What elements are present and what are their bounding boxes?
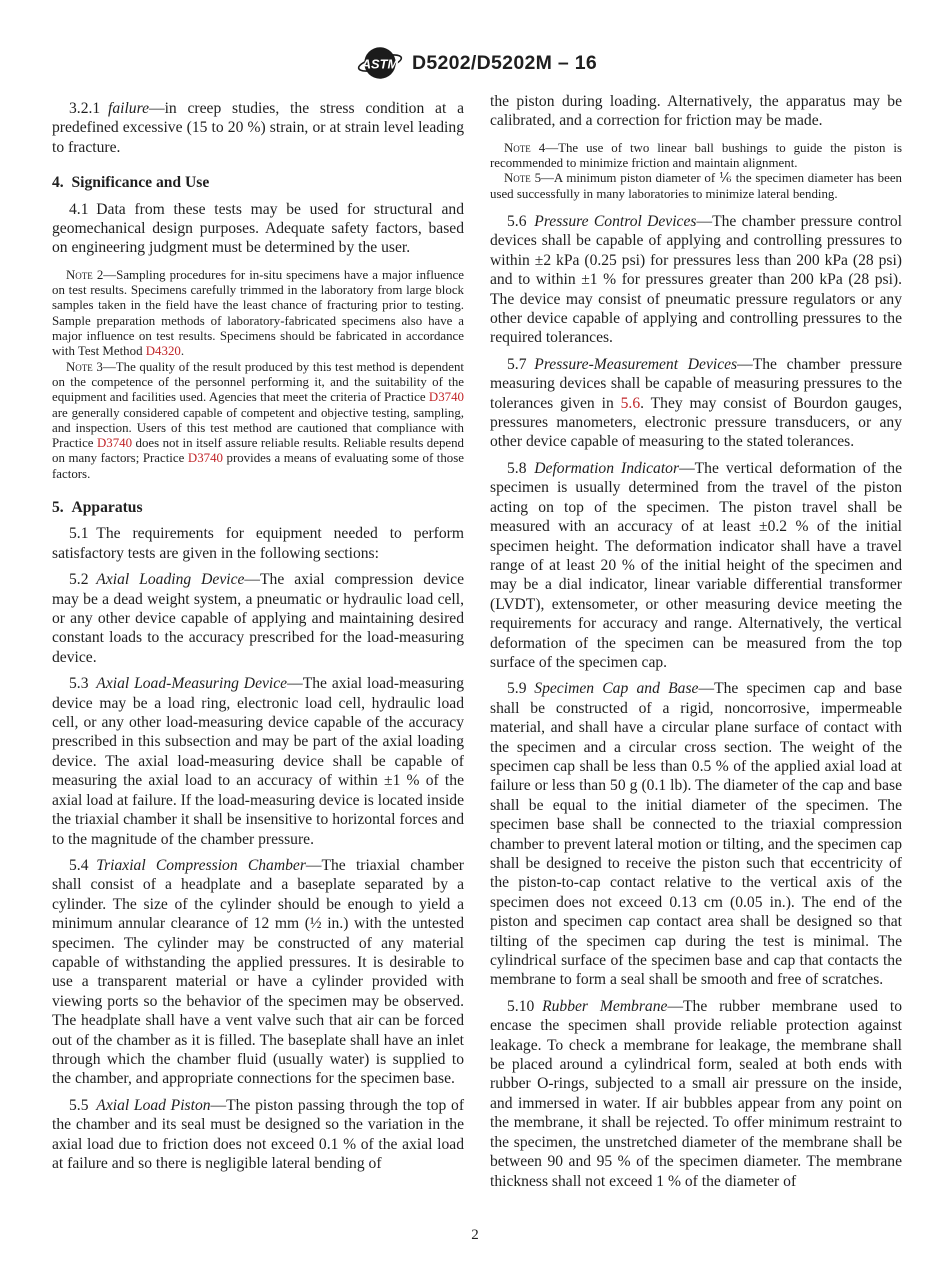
text-segment: 5.8 xyxy=(507,459,535,477)
text-segment: —The chamber pressure measuring devices shall be capable of measuring pressures to the tolerances given in xyxy=(490,355,903,412)
reference-link[interactable]: 5.6 xyxy=(620,394,641,412)
reference-link[interactable]: D3740 xyxy=(96,436,133,451)
text-segment: 5.7 xyxy=(507,355,535,373)
paragraph-5-10 xyxy=(490,997,902,1191)
note-3 xyxy=(52,360,464,482)
section-heading-5 xyxy=(52,498,464,517)
text-segment: —The rubber membrane used to encase the specimen shall provide reliable protection against leakage. To check a membrane for leakage, the membrane shall be placed around a cylindrical form, sealed at both ends with rubber O-rings, subjected to a small air pressure on the inside, and immersed in water. If air bubbles appear from any point on the membrane, it shall be rejected. To offer minimum restraint to the specimen, the unstretched diameter of the membrane shall be between 90 and 95 % of the specimen diameter. The membrane thickness shall not exceed 1 % of the diameter of xyxy=(490,997,903,1190)
document-footer xyxy=(0,1227,950,1244)
text-segment: . xyxy=(180,344,185,359)
text-segment: Deformation Indicator xyxy=(534,459,680,477)
text-segment: —The axial load-measuring device may be a load ring, electronic load cell, hydraulic load cell, or any other load-measuring device capable of the accuracy prescribed in this subsection and may be part of the axial loading device. The axial load-measuring device shall be capable of measuring the axial load to an accuracy of within ±1 % of the axial load at failure. If the load-measuring device is located inside the triaxial chamber it shall be insensitive to horizontal forces and to the magnitude of the chamber pressure. xyxy=(52,675,465,848)
text-segment: 5.2 xyxy=(69,571,97,589)
text-segment: 2—Sampling procedures for in-situ specimens have a major influence on test results. Specimens carefully trimmed in the laboratory from large block samples taken in the field have the least chance of fracturing prior to testing. Sample preparation methods of laboratory-fabricated specimens also have a major influence on test results. Specimens should be fabricated in accordance with Test Method xyxy=(52,267,464,359)
text-segment: Note xyxy=(504,171,531,186)
text-segment: failure xyxy=(107,100,149,117)
text-segment: Triaxial Compression Chamber xyxy=(96,856,306,874)
text-segment: 5. Apparatus xyxy=(52,499,143,516)
text-segment: are generally considered capable of competent and objective testing, sampling, and inspection. Users of this test method are cautioned that compliance with Practice xyxy=(52,405,464,451)
paragraph-5-7 xyxy=(490,355,902,452)
reference-link[interactable]: D4320 xyxy=(145,344,181,359)
text-segment: 3—The quality of the result produced by this test method is dependent on the competence of the personnel performing it, and the suitability of the equipment and facilities used. Agencies that meet the criteria of Practice xyxy=(52,359,464,405)
text-segment: 4—The use of two linear ball bushings to guide the piston is recommended to minimize friction and maintain alignment. xyxy=(490,140,902,171)
paragraph-5-2 xyxy=(52,570,464,667)
text-segment: 3.2.1 xyxy=(69,100,108,117)
text-segment: —The piston passing through the top of the chamber and its seal must be designed so the variation in the axial load due to friction does not exceed 0.1 % of the axial load at failure and so there is negligible lateral bending of xyxy=(52,1096,465,1172)
paragraph-5-4 xyxy=(52,856,464,1089)
text-segment: 5—A minimum piston diameter of ⅙ the specimen diameter has been used successfully in many laboratories to minimize lateral bending. xyxy=(490,171,902,201)
text-segment: Rubber Membrane xyxy=(542,997,668,1015)
text-segment: 5.5 xyxy=(69,1096,97,1114)
text-segment: 5.6 xyxy=(507,213,535,230)
text-segment: Note xyxy=(66,267,93,282)
text-segment: 5.4 xyxy=(69,856,97,874)
paragraph-5-1 xyxy=(52,524,464,563)
paragraph-5-3 xyxy=(52,674,464,849)
paragraph-3-2-1 xyxy=(52,99,464,157)
left-column xyxy=(52,92,464,1191)
text-segment: 4.1 Data from these tests may be used for structural and geomechanical design purposes. Adequate safety factors, based on engineering judgment must be determined by the user. xyxy=(52,200,464,257)
reference-link[interactable]: D3740 xyxy=(428,390,464,405)
text-segment: —The axial compression device may be a dead weight system, a pneumatic or hydraulic load cell, or any other device capable of applying and maintaining desired constant loads to the accuracy prescribed for the load-measuring device. xyxy=(52,571,464,666)
text-segment: Pressure-Measurement Devices xyxy=(534,355,738,373)
text-segment: 5.10 xyxy=(507,997,543,1015)
text-segment: —in creep studies, the stress condition at a predefined excessive (15 to 20 %) strain, or at strain level leading to fracture. xyxy=(52,100,464,156)
text-segment: —The triaxial chamber shall consist of a headplate and a baseplate separated by a cylinder. The size of the cylinder should be enough to yield a minimum annular clearance of 12 mm (½ in.) with the untested specimen. The cylinder may be constructed of any material capable of withstanding the applied pressures. It is desirable to use a transparent material or have a cylinder provided with viewing ports so the behavior of the specimen may be observed. The headplate shall have a vent valve such that air can be forced out of the chamber as it is filled. The baseplate shall have an inlet through which the chamber fluid (usually water) is supplied to the chamber, and appropriate connections for the specimen base. xyxy=(52,856,464,1088)
document-header xyxy=(52,40,902,86)
text-segment: Note xyxy=(504,140,531,155)
text-segment: —The chamber pressure control devices shall be capable of applying and controlling pressures to within ±2 kPa (0.25 psi) for pressures less than 200 kPa (28 psi) and to within ±1 % for pressures greater than 200 kPa (28 psi). The device may consist of pneumatic pressure regulators or any other device capable of applying and controlling pressures to the required tolerances. xyxy=(490,213,902,347)
paragraph-5-9 xyxy=(490,679,902,990)
right-column xyxy=(490,92,902,1191)
text-segment: —The vertical deformation of the specimen is usually determined from the travel of the piston acting on top of the specimen. The piston travel shall be measured with an accuracy of at least ±0.2 % of the initial specimen height. The deformation indicator shall have a travel range of at least 20 % of the initial height of the specimen and may be a dial indicator, linear variable differential transformer (LVDT), extensometer, or other measuring device meeting the requirements for accuracy and range. Alternatively, the vertical deformation of the specimen can be measured from the top surface of the specimen cap. xyxy=(490,459,902,671)
reference-link[interactable]: D3740 xyxy=(187,451,223,466)
paragraph-5-5 xyxy=(52,1096,464,1174)
text-segment: 5.1 The requirements for equipment needed to perform satisfactory tests are given in the following sections: xyxy=(52,525,464,562)
section-heading-4 xyxy=(52,173,464,192)
document-code: D5202/D5202M – 16 xyxy=(411,51,598,74)
text-segment: 5.9 xyxy=(507,680,535,698)
paragraph-4-1 xyxy=(52,200,464,258)
page-number: 2 xyxy=(471,1227,479,1243)
text-segment: Axial Load-Measuring Device xyxy=(96,675,288,693)
text-segment: Specimen Cap and Base xyxy=(534,680,699,698)
note-2 xyxy=(52,268,464,360)
text-segment: —The specimen cap and base shall be constructed of a rigid, noncorrosive, impermeable material, and shall have a circular plane surface of contact with the specimen and a circular cross section. The weight of the specimen cap shall be less than 0.5 % of the applied axial load at failure or less than 50 g (0.1 lb). The diameter of the cap and base shall be equal to the initial diameter of the specimen. The specimen base shall be connected to the triaxial compression chamber to prevent lateral motion or tilting, and the specimen cap shall be designed to receive the piston such that eccentricity of the piston-to-cap contact relative to the vertical axis of the specimen does not exceed 0.13 cm (0.05 in.). The end of the piston and specimen cap contact area shall be designed so that tilting of the specimen cap during the test is minimal. The cylindrical surface of the specimen base and cap that contacts the membrane to form a seal shall be smooth and free of scratches. xyxy=(490,680,903,989)
text-segment: the piston during loading. Alternatively, the apparatus may be calibrated, and a correction for friction may be made. xyxy=(490,93,902,130)
text-segment: Note xyxy=(66,359,93,374)
text-segment: provides a means of evaluating some of those factors. xyxy=(52,451,464,481)
paragraph-5-8 xyxy=(490,459,902,672)
text-segment: 4. Significance and Use xyxy=(52,174,210,192)
svg-text:ASTM: ASTM xyxy=(361,56,399,72)
astm-logo-icon xyxy=(357,42,403,84)
text-segment: Axial Loading Device xyxy=(96,571,245,589)
text-segment: Pressure Control Devices xyxy=(534,213,697,230)
text-segment: 5.3 xyxy=(69,675,97,693)
note-4 xyxy=(490,141,902,172)
note-5 xyxy=(490,171,902,202)
text-segment: . They may consist of Bourdon gauges, pressures manometers, electronic pressure transducers, or any other device capable of measuring to the stated tolerances. xyxy=(490,394,902,451)
paragraph-5-5-continued xyxy=(490,92,902,131)
document-body xyxy=(52,92,902,1191)
text-segment: does not in itself assure reliable results. Reliable results depend on many factors; Practice xyxy=(52,436,465,466)
text-segment: Axial Load Piston xyxy=(96,1096,211,1114)
paragraph-5-6 xyxy=(490,212,902,348)
